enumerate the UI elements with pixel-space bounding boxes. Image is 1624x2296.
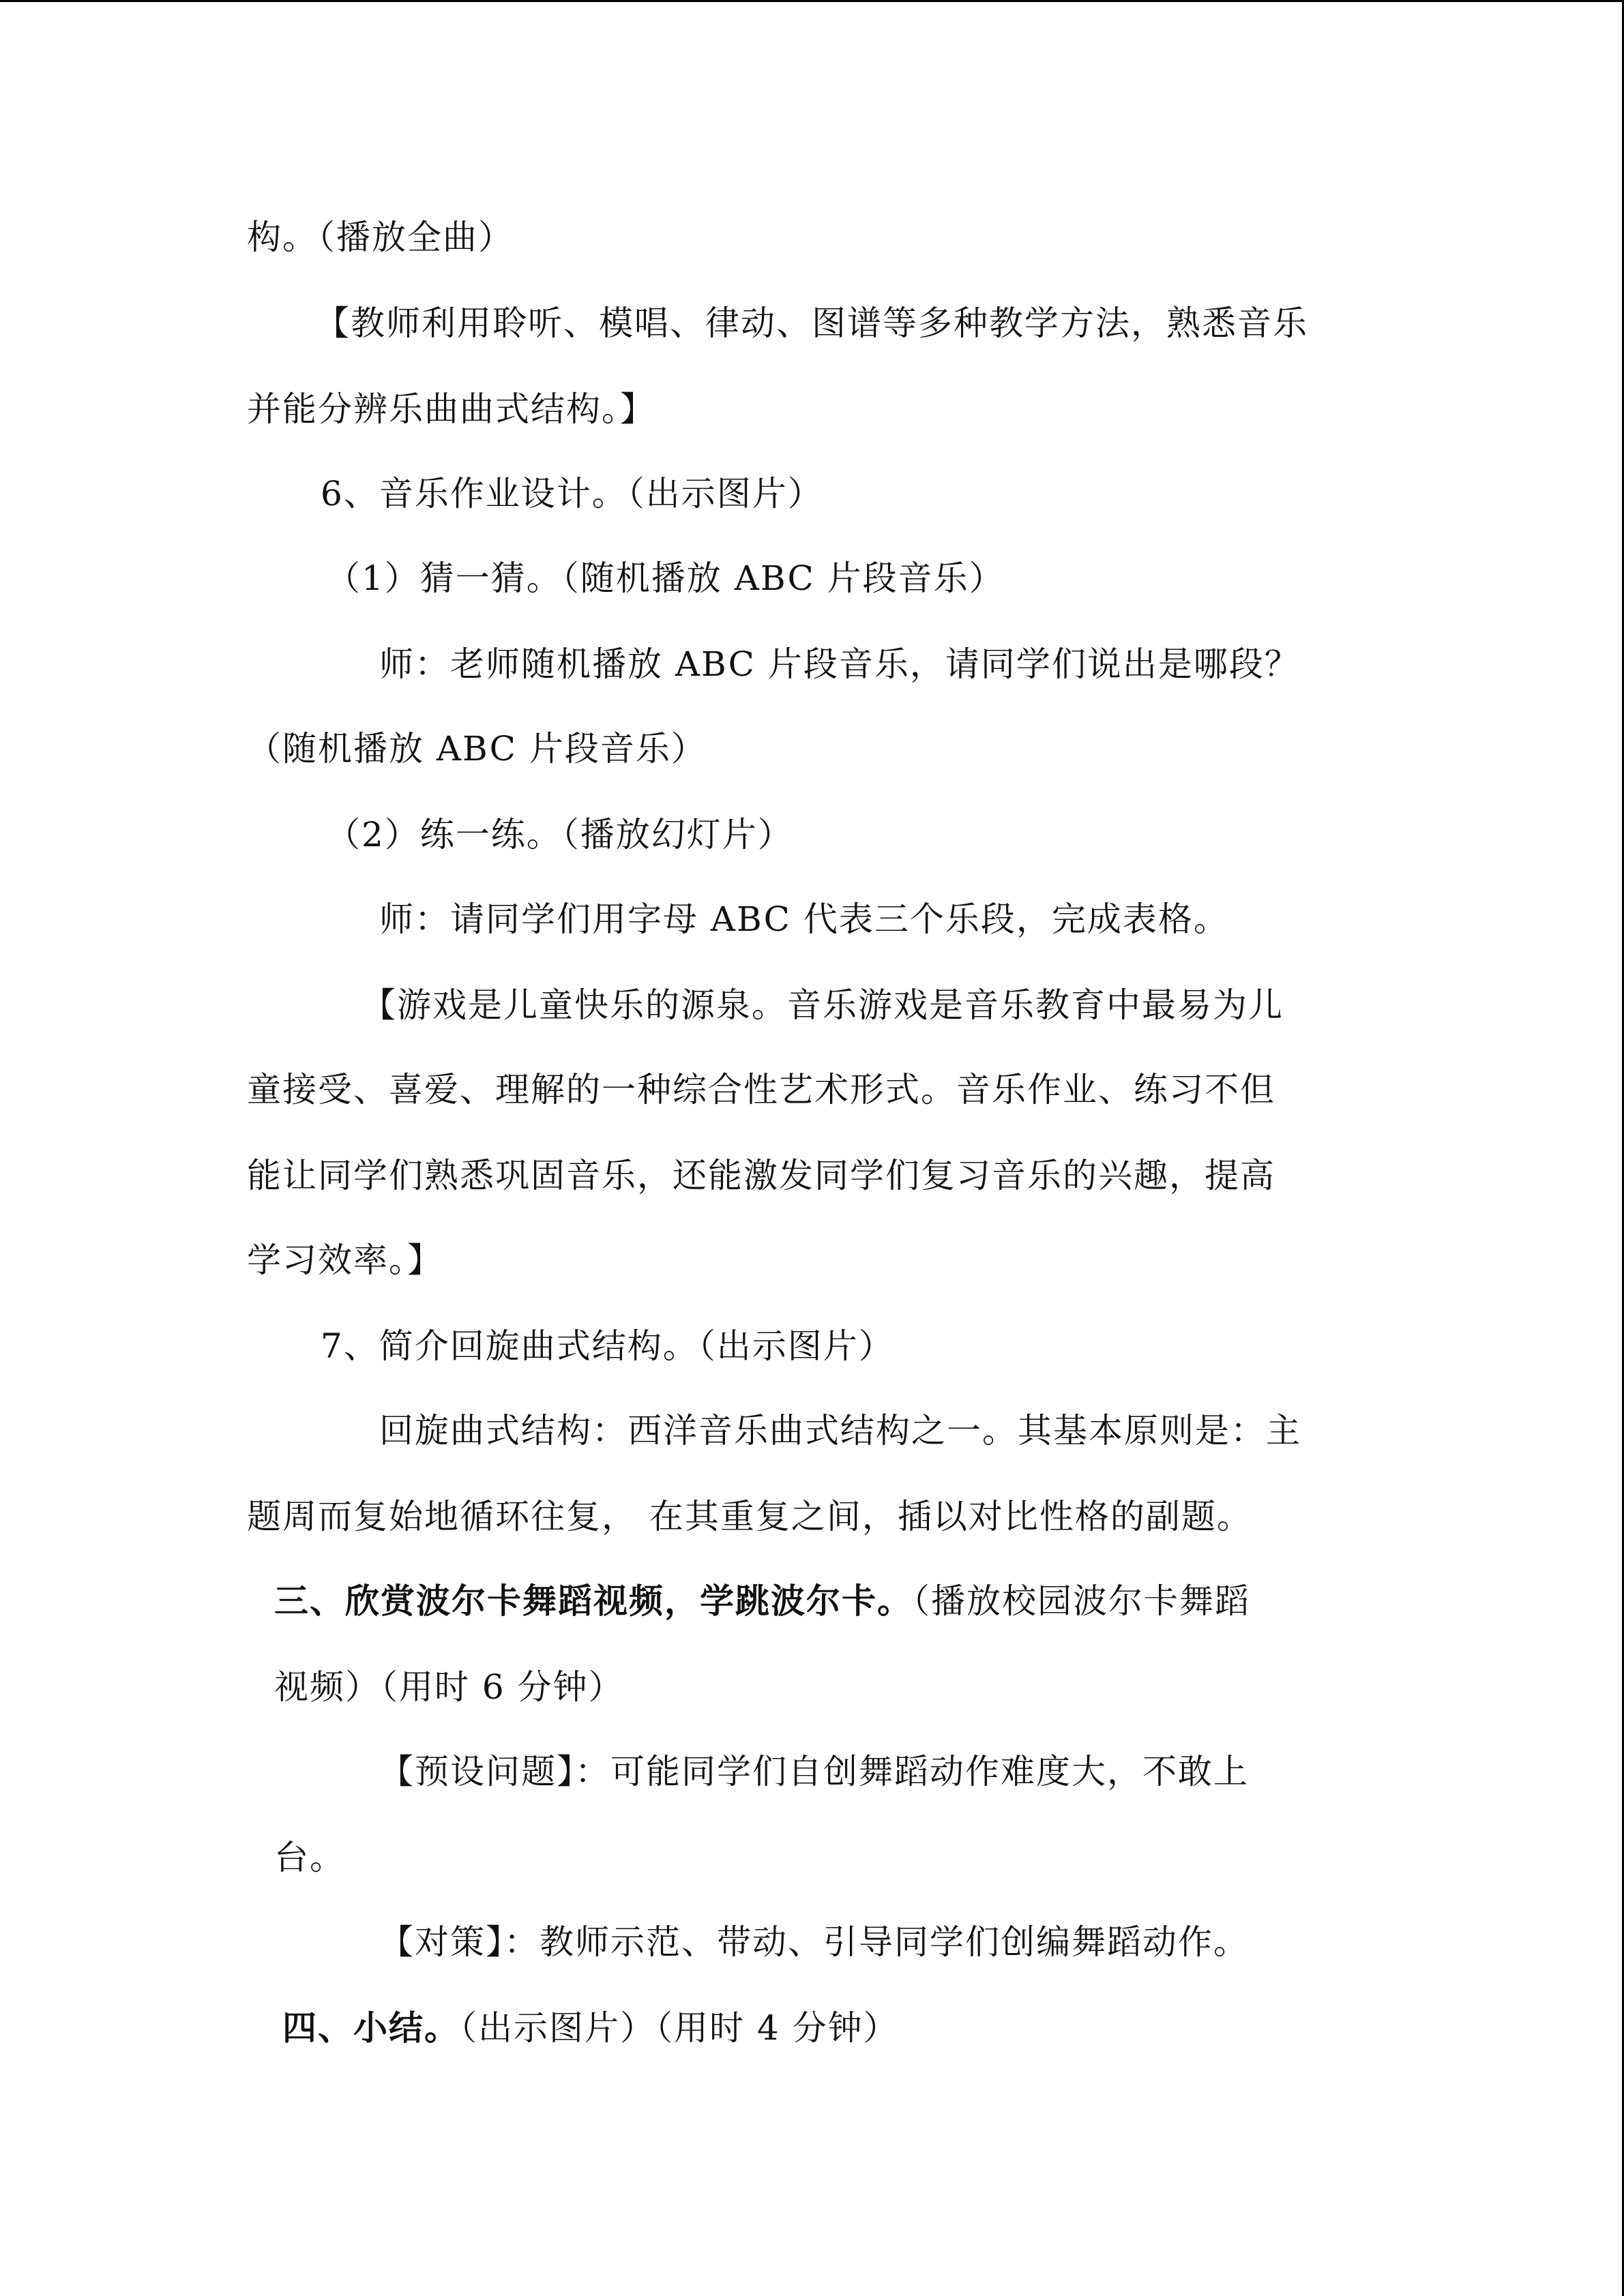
heading-part-three bbox=[274, 1581, 1250, 1622]
text-line-20: 台。 bbox=[274, 1838, 345, 1877]
subsection-2: （2）练一练。（播放幻灯片） bbox=[326, 815, 793, 854]
text-line-10: 【游戏是儿童快乐的源泉。音乐游戏是音乐教育中最易为儿 bbox=[361, 985, 1284, 1025]
heading-part-four-bold: 四、小结。 bbox=[282, 2008, 460, 2048]
text-line-13: 学习效率。】 bbox=[247, 1240, 443, 1280]
text-line-12: 能让同学们熟悉巩固音乐，还能激发同学们复习音乐的兴趣，提高 bbox=[247, 1156, 1275, 1195]
text-line-07: （随机播放 ABC 片段音乐） bbox=[247, 729, 707, 769]
subsection-1: （1）猜一猜。（随机播放 ABC 片段音乐） bbox=[326, 558, 1005, 598]
heading-part-four bbox=[282, 2008, 899, 2048]
section-heading-7: 7、简介回旋曲式结构。（出示图片） bbox=[321, 1326, 894, 1366]
text-line-11: 童接受、喜爱、理解的一种综合性艺术形式。音乐作业、练习不但 bbox=[247, 1070, 1275, 1109]
text-line-18: 视频）（用时 6 分钟） bbox=[274, 1667, 624, 1707]
text-line-19: 【预设问题】：可能同学们自创舞蹈动作难度大，不敢上 bbox=[379, 1752, 1249, 1791]
text-line-02: 【教师利用聆听、模唱、律动、图谱等多种教学方法，熟悉音乐 bbox=[315, 303, 1308, 343]
section-heading-6: 6、音乐作业设计。（出示图片） bbox=[321, 474, 823, 513]
text-line-21: 【对策】：教师示范、带动、引导同学们创编舞蹈动作。 bbox=[379, 1922, 1249, 1962]
page-border-top bbox=[0, 0, 1624, 2]
text-line-16: 题周而复始地循环往复， 在其重复之间，插以对比性格的副题。 bbox=[247, 1497, 1252, 1536]
heading-part-three-bold: 三、欣赏波尔卡舞蹈视频，学跳波尔卡。 bbox=[274, 1581, 913, 1621]
heading-part-three-rest: （播放校园波尔卡舞蹈 bbox=[913, 1581, 1250, 1621]
text-line-06: 师：老师随机播放 ABC 片段音乐，请同学们说出是哪段？ bbox=[379, 644, 1300, 684]
text-line-09: 师：请同学们用字母 ABC 代表三个乐段，完成表格。 bbox=[379, 899, 1229, 939]
text-line-01: 构。（播放全曲） bbox=[247, 218, 514, 257]
text-line-15: 回旋曲式结构：西洋音乐曲式结构之一。其基本原则是：主 bbox=[379, 1411, 1301, 1450]
heading-part-four-rest: （出示图片）（用时 4 分钟） bbox=[460, 2008, 899, 2048]
text-line-03: 并能分辨乐曲曲式结构。】 bbox=[247, 389, 655, 429]
